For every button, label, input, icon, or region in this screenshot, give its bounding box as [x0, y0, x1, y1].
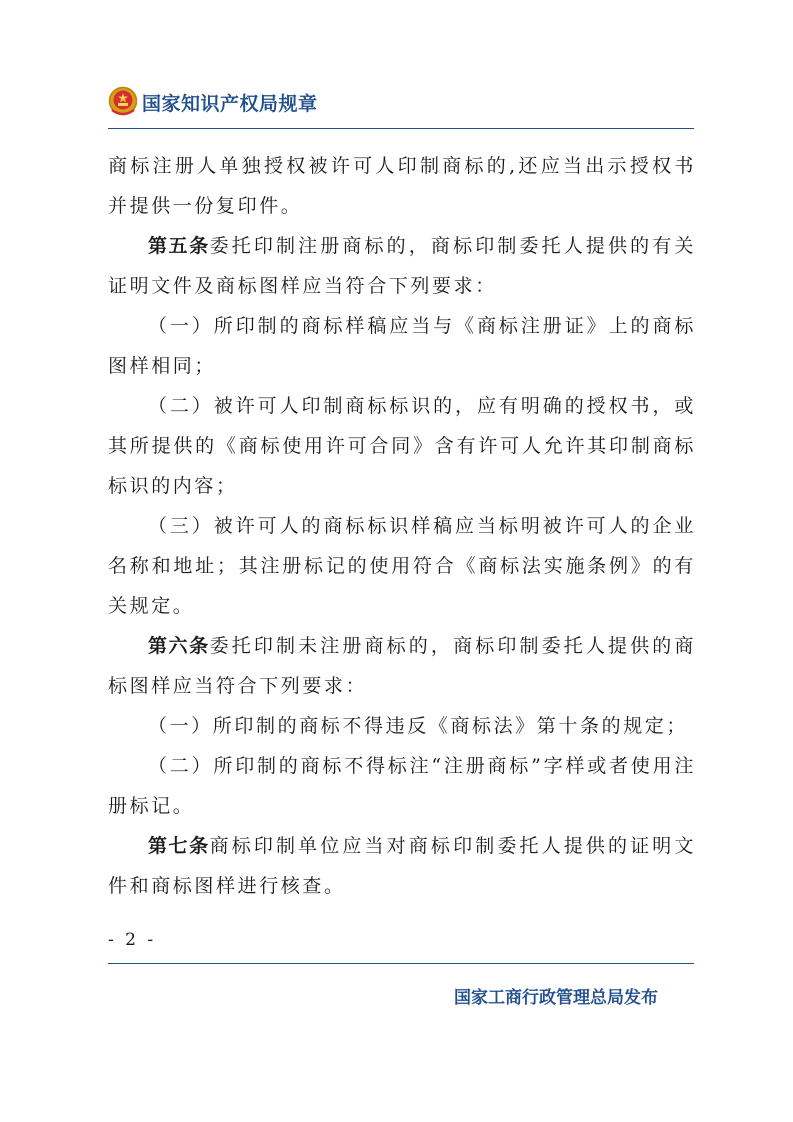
paragraph: 商标注册人单独授权被许可人印制商标的,还应当出示授权书并提供一份复印件。 — [108, 155, 696, 217]
article-6-item-2: （二）所印制的商标不得标注“注册商标”字样或者使用注册标记。 — [108, 755, 696, 817]
article-text: 商标印制单位应当对商标印制委托人提供的证明文件和商标图样进行核查。 — [108, 835, 696, 897]
article-text: 委托印制未注册商标的，商标印制委托人提供的商标图样应当符合下列要求： — [108, 635, 696, 697]
article-label: 第五条 — [148, 235, 210, 257]
article-5 — [108, 226, 696, 306]
article-7 — [108, 826, 696, 906]
article-5-item-3: （三）被许可人的商标标识样稿应当标明被许可人的企业名称和地址；其注册标记的使用符合《商标法实施条例》的有关规定。 — [108, 515, 696, 617]
article-label: 第六条 — [148, 635, 210, 657]
article-5-item-2: （二）被许可人印制商标标识的，应有明确的授权书，或其所提供的《商标使用许可合同》含有许可人允许其印制商标标识的内容； — [108, 395, 696, 497]
page-number: - 2 - — [108, 930, 157, 950]
article-6 — [108, 626, 696, 706]
article-6-item-1: （一）所印制的商标不得违反《商标法》第十条的规定； — [148, 715, 689, 737]
national-emblem-icon — [108, 86, 138, 118]
document-body — [108, 146, 696, 906]
header-title: 国家知识产权局规章 — [142, 92, 318, 115]
article-label: 第七条 — [148, 835, 210, 857]
page-header — [108, 84, 318, 120]
footer-divider — [108, 963, 694, 964]
header-divider — [108, 128, 694, 129]
article-text: 委托印制注册商标的，商标印制委托人提供的有关证明文件及商标图样应当符合下列要求： — [108, 235, 696, 297]
footer-publisher: 国家工商行政管理总局发布 — [454, 988, 658, 1008]
article-5-item-1: （一）所印制的商标样稿应当与《商标注册证》上的商标图样相同； — [108, 315, 696, 377]
